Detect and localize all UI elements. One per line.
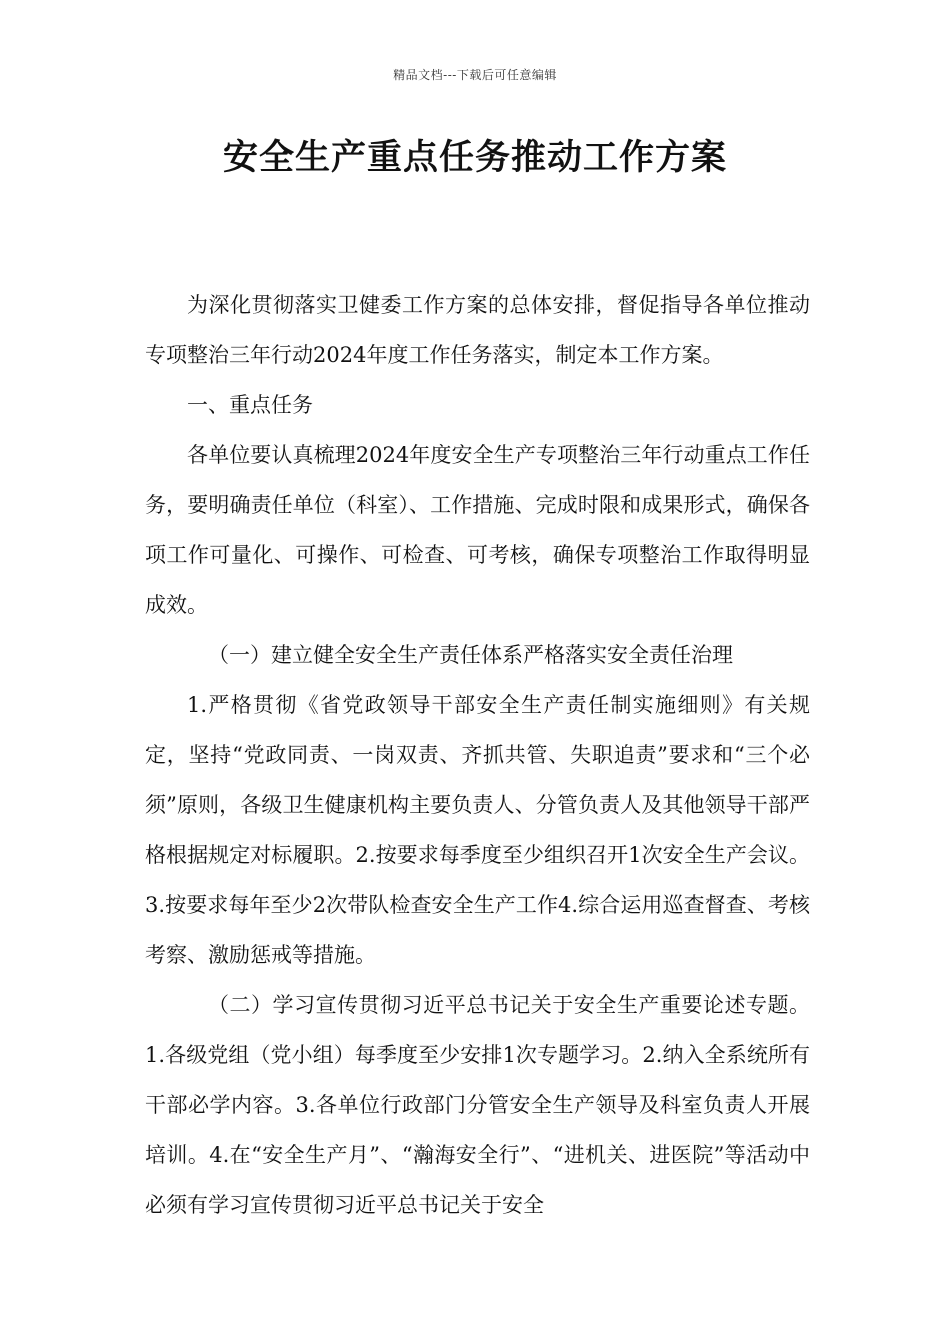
subsection-2-paragraph: （二）学习宣传贯彻习近平总书记关于安全生产重要论述专题。1.各级党组（党小组）每季度至少安排1次专题学习。2.纳入全系统所有干部必学内容。3.各单位行政部门分管安全生产领导及科室负责人开展培训。4.在“安全生产月”、“瀚海安全行”、“进机关、进医院”等活动中必须有学习宣传贯彻习近平总书记关于安全 [145, 993, 810, 1217]
subsection-1-paragraph: 1.严格贯彻《省党政领导干部安全生产责任制实施细则》有关规定，坚持“党政同责、一岗双责、齐抓共管、失职追责”要求和“三个必须”原则，各级卫生健康机构主要负责人、分管负责人及其他领导干部严格根据规定对标履职。2.按要求每季度至少组织召开1次安全生产会议。3.按要求每年至少2次带队检查安全生产工作4.综合运用巡查督查、考核考察、激励惩戒等措施。 [145, 693, 810, 967]
section-heading-key-tasks: 一、重点任务 [187, 393, 313, 417]
document-title: 安全生产重点任务推动工作方案 [222, 138, 727, 178]
subsection-heading-1: （一）建立健全安全生产责任体系严格落实安全责任治理 [208, 643, 733, 667]
key-tasks-paragraph: 各单位要认真梳理2024年度安全生产专项整治三年行动重点工作任务，要明确责任单位（科室）、工作措施、完成时限和成果形式，确保各项工作可量化、可操作、可检查、可考核，确保专项整治工作取得明显成效。 [145, 443, 810, 617]
intro-paragraph: 为深化贯彻落实卫健委工作方案的总体安排，督促指导各单位推动专项整治三年行动2024年度工作任务落实，制定本工作方案。 [145, 293, 810, 367]
document-body [145, 280, 810, 1230]
header-note: 精品文档---下载后可任意编辑 [393, 68, 557, 82]
